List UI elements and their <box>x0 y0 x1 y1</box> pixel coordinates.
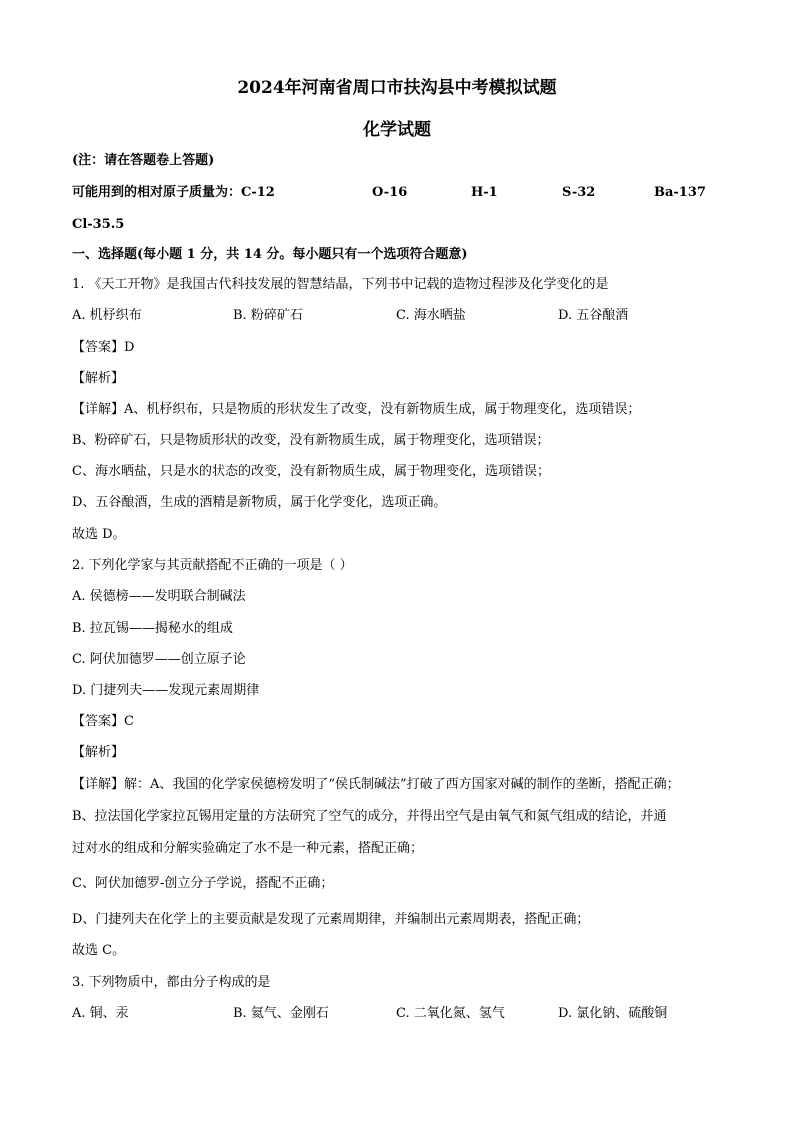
q1-option-c: C. 海水晒盐 <box>396 308 466 323</box>
notice: (注：请在答题卷上答题) <box>72 153 215 168</box>
atomic-mass-item: S-32 <box>562 185 596 200</box>
q1-answer: 【答案】D <box>72 340 135 355</box>
page-title: 2024年河南省周口市扶沟县中考模拟试题 <box>237 78 557 98</box>
q2-detail-line: 故选 C。 <box>72 943 126 958</box>
q1-option-b: B. 粉碎矿石 <box>233 308 303 323</box>
q1-detail-line: B、粉碎矿石，只是物质形状的改变，没有新物质生成，属于物理变化，选项错误； <box>72 433 550 448</box>
q1-detail-line: 故选 D。 <box>72 527 126 542</box>
question-stem: 2. 下列化学家与其贡献搭配不正确的一项是（ ） <box>72 558 353 573</box>
q2-analysis: 【解析】 <box>72 745 125 760</box>
q2-option-b: B. 拉瓦锡——揭秘水的组成 <box>72 621 233 636</box>
q3-option-d: D. 氯化钠、硫酸铜 <box>558 1006 668 1021</box>
q2-answer: 【答案】C <box>72 714 134 729</box>
q2-detail-line: 过对水的组成和分解实验确定了水不是一种元素，搭配正确； <box>72 841 424 856</box>
q2-detail-line: C、阿伏加德罗-创立分子学说，搭配不正确； <box>72 876 334 891</box>
q1-detail-line: C、海水晒盐，只是水的状态的改变，没有新物质生成，属于物理变化，选项错误； <box>72 464 550 479</box>
question-stem: 1. 《天工开物》是我国古代科技发展的智慧结晶，下列书中记载的造物过程涉及化学变化的是 <box>72 277 609 292</box>
q2-option-d: D. 门捷列夫——发现元素周期律 <box>72 683 260 698</box>
atomic-mass-item: O-16 <box>372 185 408 200</box>
q1-detail-line: 【详解】A、机杼织布，只是物质的形状发生了改变，没有新物质生成，属于物理变化，选项错误； <box>72 402 641 417</box>
atomic-mass-item: Ba-137 <box>654 185 706 200</box>
page-subtitle: 化学试题 <box>363 120 431 140</box>
q1-analysis: 【解析】 <box>72 371 125 386</box>
q3-option-c: C. 二氧化氮、氢气 <box>396 1006 505 1021</box>
question-stem: 3. 下列物质中，都由分子构成的是 <box>72 975 271 990</box>
atomic-mass-item: H-1 <box>471 185 498 200</box>
q1-option-d: D. 五谷酿酒 <box>558 308 629 323</box>
atomic-mass-label: 可能用到的相对原子质量为：C-12 <box>72 185 275 200</box>
q2-detail-line: 【详解】解：A、我国的化学家侯德榜发明了“侯氏制碱法”打破了西方国家对碱的制作的垄断，搭配正确； <box>72 777 680 792</box>
q2-detail-line: B、拉法国化学家拉瓦锡用定量的方法研究了空气的成分，并得出空气是由氧气和氮气组成的结论，并通 <box>72 809 667 824</box>
section-heading: 一、选择题(每小题 1 分，共 14 分。每小题只有一个选项符合题意) <box>72 247 468 262</box>
q2-detail-line: D、门捷列夫在化学上的主要贡献是发现了元素周期律，并编制出元素周期表，搭配正确； <box>72 912 590 927</box>
atomic-mass-wrap: Cl-35.5 <box>72 217 125 232</box>
q1-detail-line: D、五谷酿酒，生成的酒精是新物质，属于化学变化，选项正确。 <box>72 495 447 510</box>
q2-option-a: A. 侯德榜——发明联合制碱法 <box>72 589 246 604</box>
q3-option-b: B. 氦气、金刚石 <box>233 1006 329 1021</box>
q3-option-a: A. 铜、汞 <box>72 1006 129 1021</box>
q2-option-c: C. 阿伏加德罗——创立原子论 <box>72 652 246 667</box>
q1-option-a: A. 机杼织布 <box>72 308 142 323</box>
